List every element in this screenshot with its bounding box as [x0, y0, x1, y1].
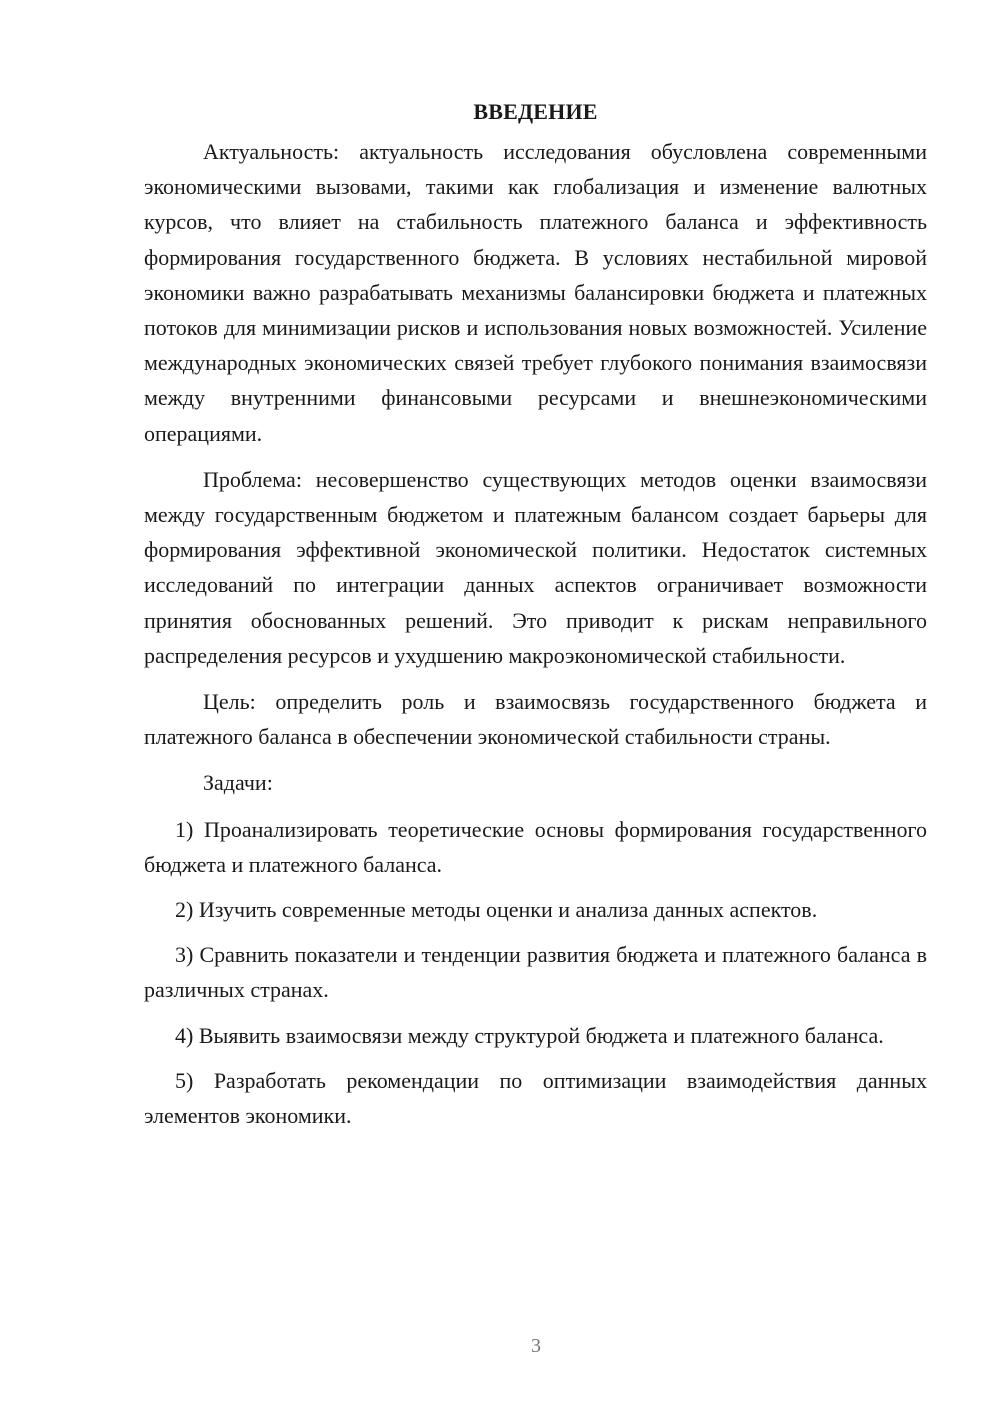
task-item: 4) Выявить взаимосвязи между структурой бюджета и платежного баланса. — [175, 1022, 884, 1048]
goal-paragraph: Цель: определить роль и взаимосвязь государственного бюджета и платежного баланса в обеспечении экономической стабильности страны. — [144, 689, 927, 750]
relevance-paragraph: Актуальность: актуальность исследования обусловлена современными экономическими вызовами, такими как глобализация и изменение валютных курсов, что влияет на стабильность платежного баланса и эффективность формирования государственного бюджета. В условиях нестабильной мировой экономики важно разрабатывать механизмы балансировки бюджета и платежных потоков для минимизации рисков и использования новых возможностей. Усиление международных экономических связей требует глубокого понимания взаимосвязи между внутренними финансовыми ресурсами и внешнеэкономическими операциями. — [144, 139, 927, 446]
page-title: ВВЕДЕНИЕ — [473, 99, 598, 124]
task-item: 3) Сравнить показатели и тенденции развития бюджета и платежного баланса в различных странах. — [144, 942, 927, 1003]
page-number: 3 — [531, 1335, 541, 1357]
problem-paragraph: Проблема: несовершенство существующих методов оценки взаимосвязи между государственным бюджетом и платежным балансом создает барьеры для формирования эффективной экономической политики. Недостаток системных исследований по интеграции данных аспектов ограничивает возможности принятия обоснованных решений. Это приводит к рискам неправильного распределения ресурсов и ухудшению макроэкономической стабильности. — [144, 466, 927, 668]
task-item: 1) Проанализировать теоретические основы формирования государственного бюджета и платежного баланса. — [144, 816, 927, 877]
task-item: 5) Разработать рекомендации по оптимизации взаимодействия данных элементов экономики. — [144, 1067, 927, 1129]
page-content — [144, 96, 927, 1143]
task-item: 2) Изучить современные методы оценки и анализа данных аспектов. — [175, 897, 818, 923]
tasks-heading: Задачи: — [203, 770, 273, 796]
